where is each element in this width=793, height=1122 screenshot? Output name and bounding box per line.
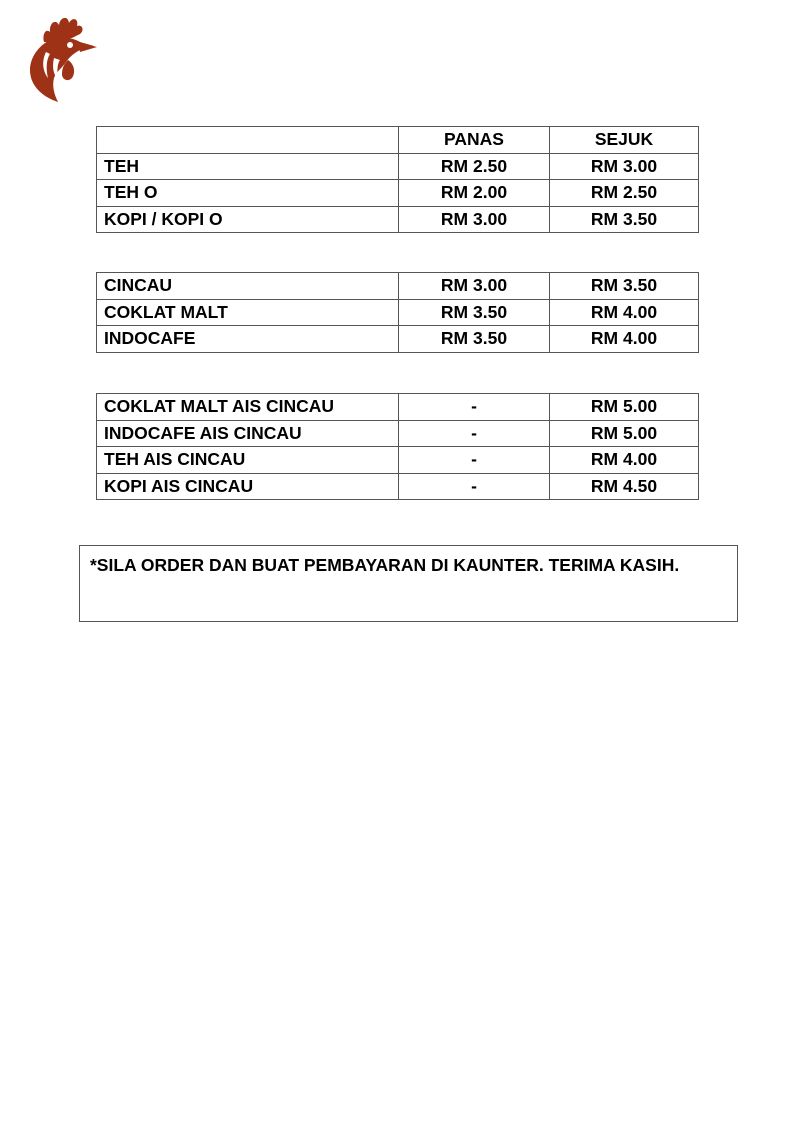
price-sejuk: RM 3.50 <box>550 206 699 233</box>
item-name: TEH AIS CINCAU <box>97 447 399 474</box>
item-name: INDOCAFE AIS CINCAU <box>97 420 399 447</box>
table-row <box>97 394 699 421</box>
price-sejuk: RM 3.00 <box>550 153 699 180</box>
header-cell-item <box>97 127 399 154</box>
price-panas: RM 3.00 <box>399 206 550 233</box>
item-name: CINCAU <box>97 273 399 300</box>
header-cell-panas: PANAS <box>399 127 550 154</box>
price-panas: - <box>399 420 550 447</box>
price-panas: RM 2.00 <box>399 180 550 207</box>
price-table-basic <box>96 126 699 233</box>
item-name: TEH <box>97 153 399 180</box>
table-row <box>97 326 699 353</box>
item-name: INDOCAFE <box>97 326 399 353</box>
price-sejuk: RM 2.50 <box>550 180 699 207</box>
table-row <box>97 447 699 474</box>
price-sejuk: RM 4.00 <box>550 299 699 326</box>
table-row <box>97 180 699 207</box>
price-sejuk: RM 5.00 <box>550 394 699 421</box>
price-sejuk: RM 5.00 <box>550 420 699 447</box>
price-table-specials <box>96 272 699 353</box>
price-panas: - <box>399 394 550 421</box>
price-panas: - <box>399 473 550 500</box>
price-panas: RM 3.50 <box>399 299 550 326</box>
table-row <box>97 153 699 180</box>
table-row <box>97 299 699 326</box>
price-panas: - <box>399 447 550 474</box>
item-name: KOPI / KOPI O <box>97 206 399 233</box>
price-table-ais-cincau <box>96 393 699 500</box>
table-row <box>97 473 699 500</box>
item-name: COKLAT MALT AIS CINCAU <box>97 394 399 421</box>
header-cell-sejuk: SEJUK <box>550 127 699 154</box>
rooster-head-icon <box>22 12 100 104</box>
item-name: KOPI AIS CINCAU <box>97 473 399 500</box>
price-panas: RM 2.50 <box>399 153 550 180</box>
price-sejuk: RM 4.00 <box>550 326 699 353</box>
price-sejuk: RM 3.50 <box>550 273 699 300</box>
payment-note-text: *SILA ORDER DAN BUAT PEMBAYARAN DI KAUNTER. TERIMA KASIH. <box>90 555 680 575</box>
price-sejuk: RM 4.00 <box>550 447 699 474</box>
price-panas: RM 3.00 <box>399 273 550 300</box>
table-row <box>97 206 699 233</box>
item-name: TEH O <box>97 180 399 207</box>
item-name: COKLAT MALT <box>97 299 399 326</box>
table-row <box>97 420 699 447</box>
table-row <box>97 273 699 300</box>
price-panas: RM 3.50 <box>399 326 550 353</box>
table-header-row <box>97 127 699 154</box>
price-sejuk: RM 4.50 <box>550 473 699 500</box>
payment-note <box>79 545 738 622</box>
